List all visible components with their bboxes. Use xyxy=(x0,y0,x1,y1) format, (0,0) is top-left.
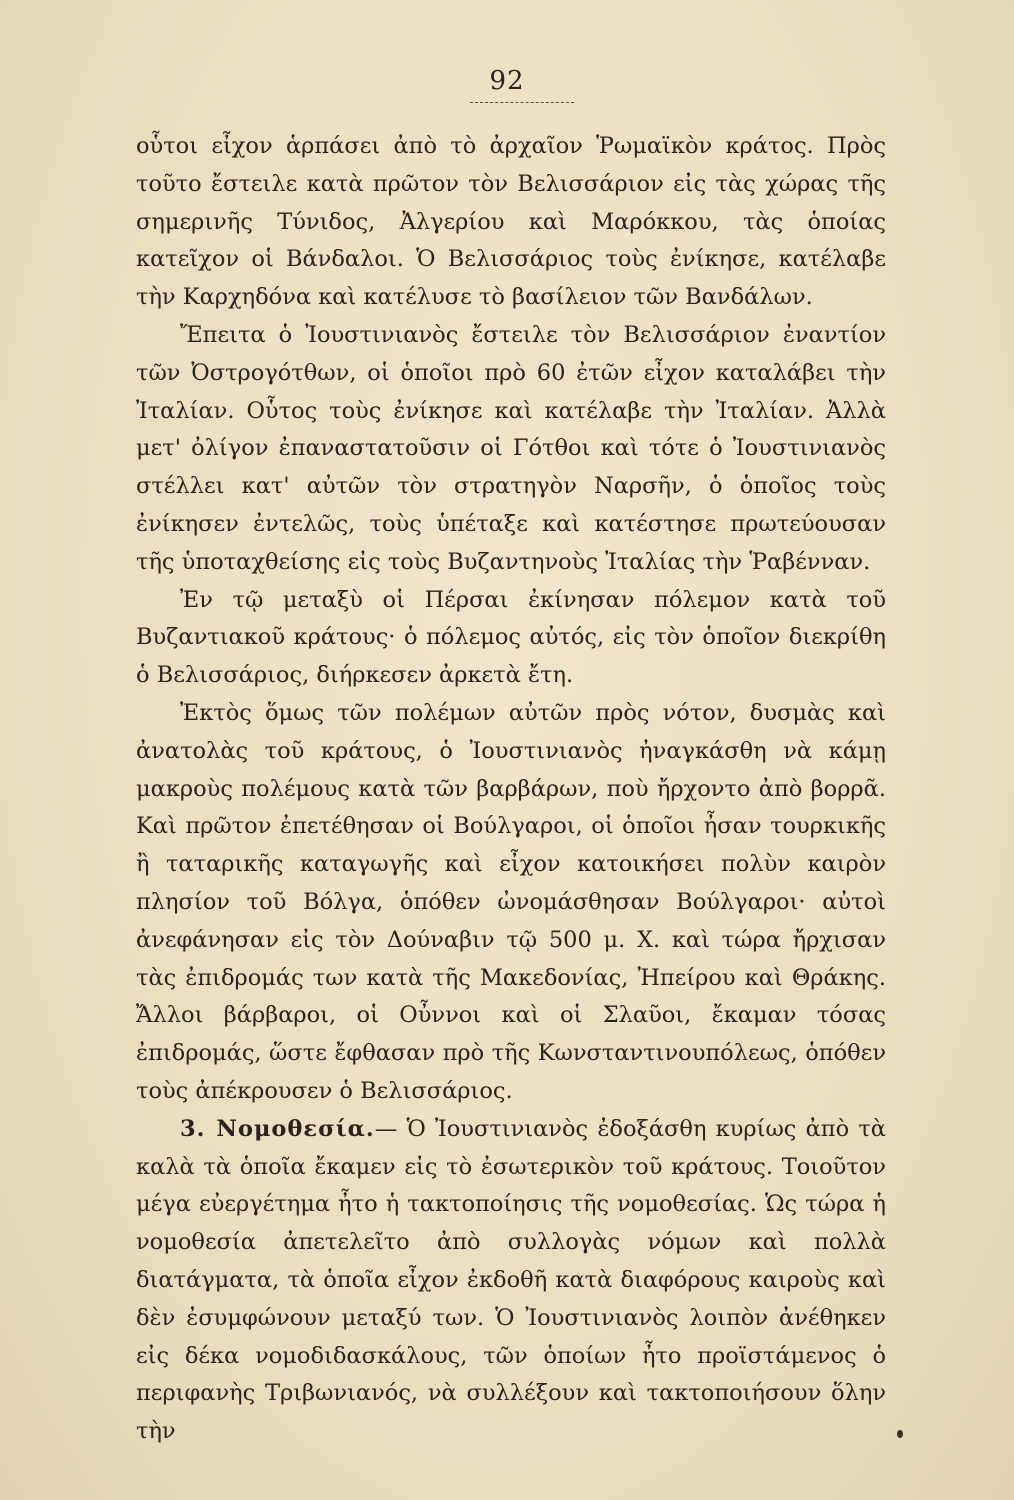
paragraph-2-text: Ἔπειτα ὁ Ἰουστινιανὸς ἔστειλε τὸν Βελισσάριον ἐναντίον τῶν Ὀστρογότθων, οἱ ὁποῖοι πρὸ 60 ἐτῶν εἶχον καταλάβει τὴν Ἰταλίαν. Οὗτος τοὺς ἐνίκησε καὶ κατέλαβε τὴν Ἰταλίαν. Ἀλλὰ μετ' ὀλίγον ἐπαναστατοῦσιν οἱ Γότθοι καὶ τότε ὁ Ἰουστινιανὸς στέλλει κατ' αὐτῶν τὸν στρατηγὸν Ναρσῆν, ὁ ὁποῖος τοὺς ἐνίκησεν ἐντελῶς, τοὺς ὑπέταξε καὶ κατέστησε πρωτεύουσαν τῆς ὑποταχθείσης εἰς τοὺς Βυζαντηνοὺς Ἰταλίας τὴν Ῥαβένναν. xyxy=(136,321,886,575)
section-heading: 3. Νομοθεσία. xyxy=(180,1115,375,1142)
paragraph-5-text: Ὁ Ἰουστινιανὸς ἐδοξάσθη κυρίως ἀπὸ τὰ καλὰ τὰ ὁποῖα ἔκαμεν εἰς τὸ ἐσωτερικὸν τοῦ κράτους. Τοιοῦτον μέγα εὐεργέτημα ἦτο ἡ τακτοποίησις τῆς νομοθεσίας. Ὡς τώρα ἡ νομοθεσία ἀπετελεῖτο ἀπὸ συλλογὰς νόμων καὶ πολλὰ διατάγματα, τὰ ὁποῖα εἶχον ἐκδοθῆ κατὰ διαφόρους καιροὺς καὶ δὲν ἐσυμφώνουν μεταξύ των. Ὁ Ἰουστινιανὸς λοιπὸν ἀνέθηκεν εἰς δέκα νομοδιδασκάλους, τῶν ὁποίων ἦτο προϊστάμενος ὁ περιφανὴς Τριβωνιανός, νὰ συλλέξουν καὶ τακτοποιήσουν ὅλην τὴν xyxy=(136,1115,886,1445)
paragraph-5 xyxy=(136,1111,886,1451)
paragraph-3-text: Ἐν τῷ μεταξὺ οἱ Πέρσαι ἐκίνησαν πόλεμον κατὰ τοῦ Βυζαντιακοῦ κράτους· ὁ πόλεμος αὐτός, εἰς τὸν ὁποῖον διεκρίθη ὁ Βελισσάριος, διήρκεσεν ἀρκετὰ ἔτη. xyxy=(136,586,886,689)
section-heading-dash: — xyxy=(374,1115,398,1142)
ink-spot xyxy=(897,1430,903,1438)
paragraph-1-text: οὗτοι εἶχον ἁρπάσει ἀπὸ τὸ ἀρχαῖον Ῥωμαϊκὸν κράτος. Πρὸς τοῦτο ἔστειλε κατὰ πρῶτον τὸν Βελισσάριον εἰς τὰς χώρας τῆς σημερινῆς Τύνιδος, Ἀλγερίου καὶ Μαρόκκου, τὰς ὁποίας κατεῖχον οἱ Βάνδαλοι. Ὁ Βελισσάριος τοὺς ἐνίκησε, κατέλαβε τὴν Καρχηδόνα καὶ κατέλυσε τὸ βασίλειον τῶν Βανδάλων. xyxy=(136,133,886,311)
paragraph-4 xyxy=(136,695,886,1111)
page-number-rule xyxy=(470,102,574,103)
paragraph-2 xyxy=(136,317,886,582)
page-number: 92 xyxy=(489,66,525,96)
paragraph-4-text: Ἐκτὸς ὅμως τῶν πολέμων αὐτῶν πρὸς νότον, δυσμὰς καὶ ἀνατολὰς τοῦ κράτους, ὁ Ἰουστινιανὸς ἠναγκάσθη νὰ κάμῃ μακροὺς πολέμους κατὰ τῶν βαρβάρων, ποὺ ἤρχοντο ἀπὸ βορρᾶ. Καὶ πρῶτον ἐπετέθησαν οἱ Βούλγαροι, οἱ ὁποῖοι ἦσαν τουρκικῆς ἢ ταταρικῆς καταγωγῆς καὶ εἶχον κατοικήσει πολὺν καιρὸν πλησίον τοῦ Βόλγα, ὁπόθεν ὠνομάσθησαν Βούλγαροι· αὐτοὶ ἀνεφάνησαν εἰς τὸν Δούναβιν τῷ 500 μ. Χ. καὶ τώρα ἤρχισαν τὰς ἐπιδρομάς των κατὰ τῆς Μακεδονίας, Ἠπείρου καὶ Θράκης. Ἄλλοι βάρβαροι, οἱ Οὖννοι καὶ οἱ Σλαῦοι, ἔκαμαν τόσας ἐπιδρομάς, ὥστε ἔφθασαν πρὸ τῆς Κωνσταντινουπόλεως, ὁπόθεν τοὺς ἀπέκρουσεν ὁ Βελισσάριος. xyxy=(136,699,886,1104)
paragraph-3 xyxy=(136,582,886,695)
paragraph-1 xyxy=(136,128,886,317)
text-body xyxy=(136,128,886,1451)
